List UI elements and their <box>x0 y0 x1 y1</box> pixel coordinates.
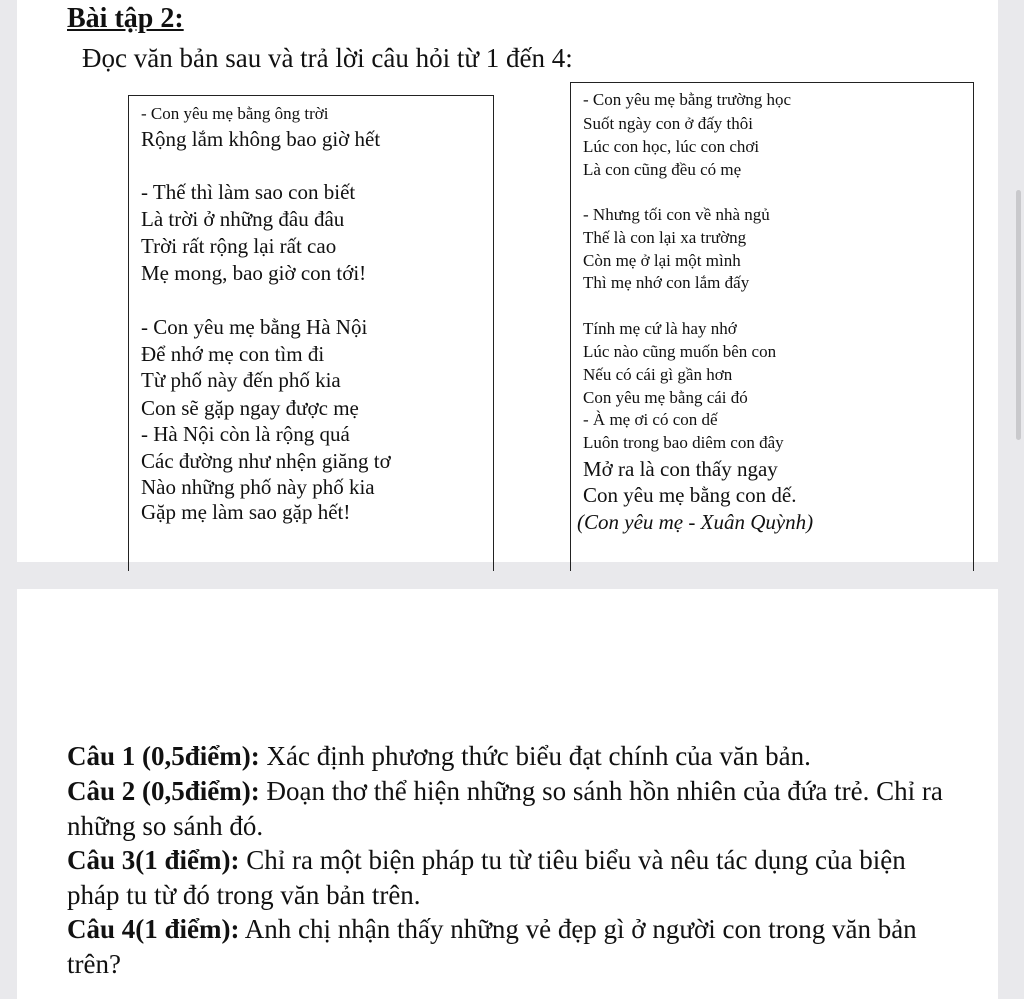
poem-line: - À mẹ ơi có con dế <box>583 410 718 429</box>
poem-line: Lúc nào cũng muốn bên con <box>583 342 777 361</box>
question-3 <box>67 843 947 912</box>
poem-line: Con sẽ gặp ngay được mẹ <box>141 396 359 420</box>
poem-line: - Con yêu mẹ bằng trường học <box>583 90 791 109</box>
poem-line: - Thế thì làm sao con biết <box>141 180 356 204</box>
poem-line: Gặp mẹ làm sao gặp hết! <box>141 500 351 524</box>
scrollbar[interactable] <box>1016 190 1021 440</box>
question-text: Anh chị nhận thấy những vẻ đẹp gì ở người con trong văn bản trên? <box>67 914 917 979</box>
question-2 <box>67 774 947 843</box>
poem-line: Mở ra là con thấy ngay <box>583 457 778 481</box>
poem-line: - Nhưng tối con về nhà ngủ <box>583 205 770 224</box>
poem-line: Còn mẹ ở lại một mình <box>583 251 741 270</box>
poem-line: Lúc con học, lúc con chơi <box>583 137 760 156</box>
exercise-title: Bài tập 2: <box>67 3 184 34</box>
question-label: Câu 1 (0,5điểm): <box>67 741 260 771</box>
question-text: Đoạn thơ thể hiện những so sánh hồn nhiên của đứa trẻ. Chỉ ra những so sánh đó. <box>67 776 943 841</box>
poem-line: Nếu có cái gì gần hơn <box>583 365 733 384</box>
poem-line: Các đường như nhện giăng tơ <box>141 449 391 473</box>
poem-line: - Con yêu mẹ bằng Hà Nội <box>141 315 368 339</box>
poem-line: Trời rất rộng lại rất cao <box>141 234 337 258</box>
question-text: Xác định phương thức biểu đạt chính của văn bản. <box>259 741 811 771</box>
question-label: Câu 2 (0,5điểm): <box>67 776 260 806</box>
poem-line: Tính mẹ cứ là hay nhớ <box>583 319 737 338</box>
poem-line: Rộng lắm không bao giờ hết <box>141 127 381 151</box>
poem-line: Nào những phố này phố kia <box>141 475 375 499</box>
question-label: Câu 4(1 điểm): <box>67 914 240 944</box>
poem-line: Luôn trong bao diêm con đây <box>583 433 784 452</box>
poem-line: - Con yêu mẹ bằng ông trời <box>141 104 329 123</box>
poem-line: Từ phố này đến phố kia <box>141 368 341 392</box>
poem-line: Con yêu mẹ bằng cái đó <box>583 388 748 407</box>
poem-line: Thế là con lại xa trường <box>583 228 747 247</box>
poem-line: Con yêu mẹ bằng con dế. <box>583 483 797 507</box>
question-1 <box>67 739 947 774</box>
question-label: Câu 3(1 điểm): <box>67 845 240 875</box>
poem-line: Suốt ngày con ở đấy thôi <box>583 114 753 133</box>
poem-author: (Con yêu mẹ - Xuân Quỳnh) <box>577 510 814 534</box>
poem-line: Là con cũng đều có mẹ <box>583 160 742 179</box>
question-text: Chỉ ra một biện pháp tu từ tiêu biểu và nêu tác dụng của biện pháp tu từ đó trong văn bản trên. <box>67 845 906 910</box>
poem-line: Để nhớ mẹ con tìm đi <box>141 342 325 366</box>
poem-line: Là trời ở những đâu đâu <box>141 207 345 231</box>
poem-line: Mẹ mong, bao giờ con tới! <box>141 261 367 285</box>
poem-line: - Hà Nội còn là rộng quá <box>141 422 350 446</box>
exercise-instruction: Đọc văn bản sau và trả lời câu hỏi từ 1 đến 4: <box>82 43 573 73</box>
question-4 <box>67 912 947 981</box>
poem-line: Thì mẹ nhớ con lắm đấy <box>583 273 750 292</box>
